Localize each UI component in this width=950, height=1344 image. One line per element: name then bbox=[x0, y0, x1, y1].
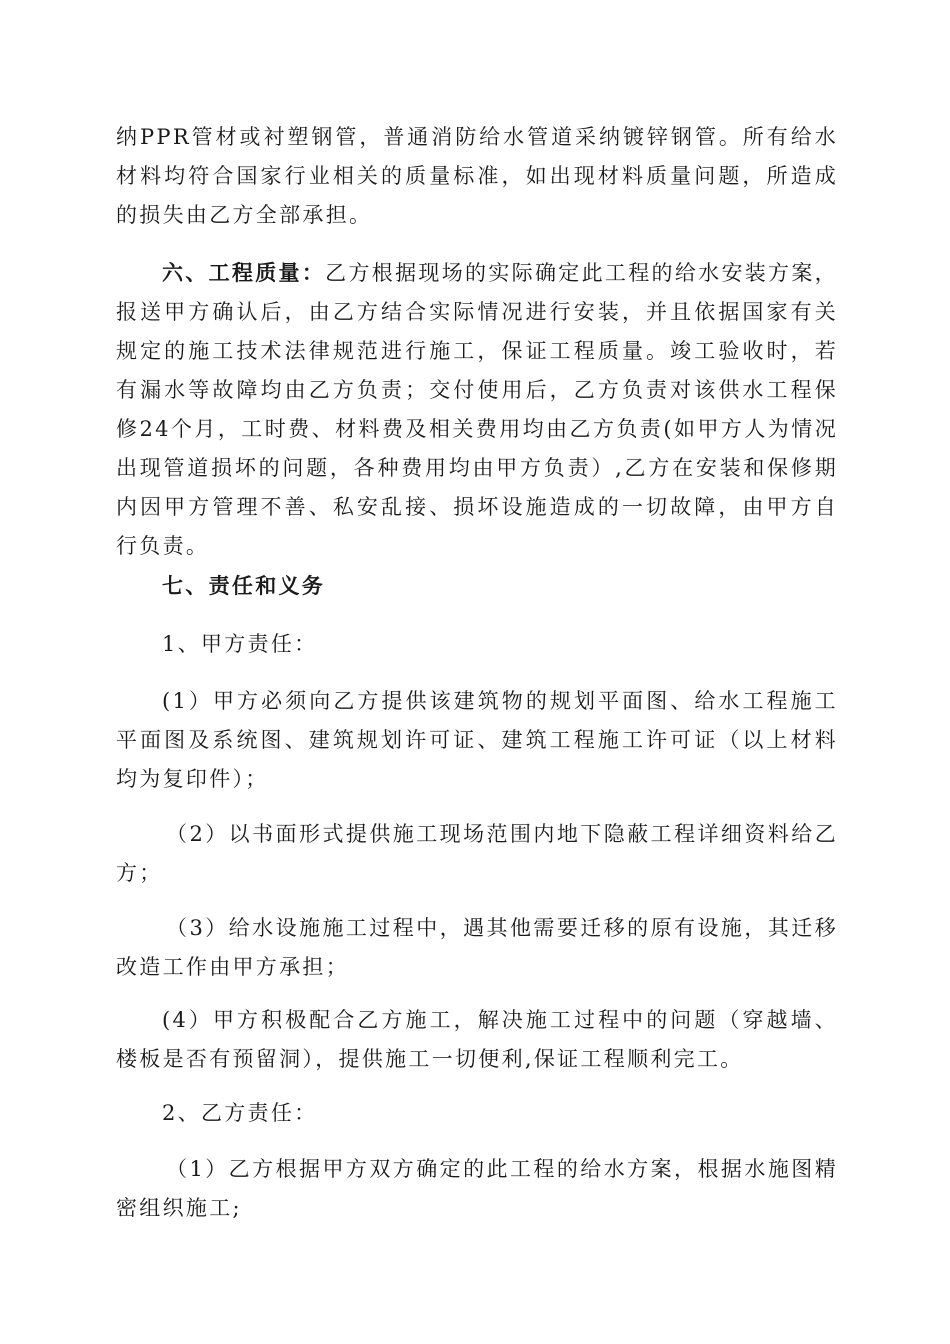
paragraph-quality bbox=[116, 253, 838, 566]
party-a-item-3: （3）给水设施施工过程中，遇其他需要迁移的原有设施，其迁移改造工作由甲方承担； bbox=[116, 916, 838, 979]
party-a-item-2: （2）以书面形式提供施工现场范围内地下隐蔽工程详细资料给乙方； bbox=[116, 822, 838, 885]
section-6-body: 乙方根据现场的实际确定此工程的给水安装方案，报送甲方确认后，由乙方结合实际情况进行安装，并且依据国家有关规定的施工技术法律规范进行施工，保证工程质量。竣工验收时，若有漏水等故障均由乙方负责；交付使用后，乙方负责对该供水工程保修24个月，工时费、材料费及相关费用均由乙方负责(如甲方人为情况出现管道损坏的问题，各种费用均由甲方负责）,乙方在安装和保修期内因甲方管理不善、私安乱接、损坏设施造成的一切故障，由甲方自行负责。 bbox=[116, 261, 838, 558]
subsection-party-a-title: 1、甲方责任： bbox=[162, 632, 318, 656]
section-7-heading: 七、责任和义务 bbox=[162, 573, 326, 598]
party-a-item-4: (4）甲方积极配合乙方施工，解决施工过程中的问题（穿越墙、楼板是否有预留洞），提供施工一切便利,保证工程顺利完工。 bbox=[116, 1008, 838, 1071]
party-a-item-1: (1）甲方必须向乙方提供该建筑物的规划平面图、给水工程施工平面图及系统图、建筑规划许可证、建筑工程施工许可证（以上材料均为复印件）； bbox=[116, 689, 838, 791]
paragraph-materials: 纳PPR管材或衬塑钢管，普通消防给水管道采纳镀锌钢管。所有给水材料均符合国家行业相关的质量标准，如出现材料质量问题，所造成的损失由乙方全部承担。 bbox=[116, 125, 838, 227]
section-6-heading: 六、工程质量： bbox=[162, 260, 326, 285]
subsection-party-b-title: 2、乙方责任： bbox=[162, 1101, 318, 1125]
party-b-item-1: （1）乙方根据甲方双方确定的此工程的给水方案，根据水施图精密组织施工; bbox=[116, 1157, 838, 1220]
